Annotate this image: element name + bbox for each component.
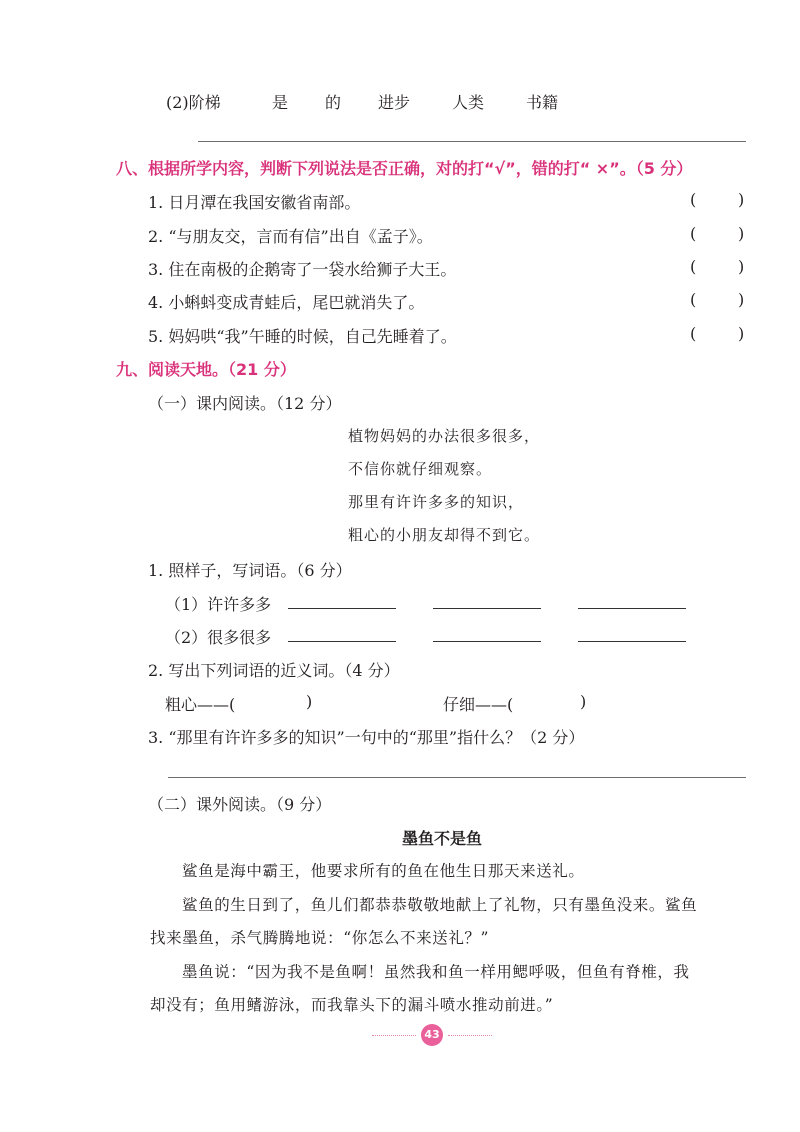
poem-line: 那里有许许多多的知识， bbox=[348, 493, 525, 511]
page-number-badge bbox=[372, 1024, 492, 1046]
question-3: 3. “那里有许许多多的知识”一句中的“那里”指什么？（2 分） bbox=[148, 728, 585, 747]
question-2: 2. 写出下列词语的近义词。（4 分） bbox=[148, 661, 400, 680]
pattern-word: （2）很多很多 bbox=[165, 628, 272, 647]
word-order-word: 书籍 bbox=[526, 93, 559, 112]
fill-blank[interactable] bbox=[433, 641, 541, 642]
story-line: 却没有；鱼用鳍游泳，而我靠头下的漏斗喷水推动前进。” bbox=[150, 996, 554, 1014]
fill-blank[interactable] bbox=[578, 608, 686, 609]
section9-heading: 九、阅读天地。（21 分） bbox=[116, 360, 296, 379]
poem-line: 植物妈妈的办法很多很多， bbox=[348, 427, 541, 445]
judge-paren-left[interactable]: ( bbox=[690, 324, 697, 343]
question-1: 1. 照样子，写词语。（6 分） bbox=[148, 561, 352, 580]
story-line: 找来墨鱼，杀气腾腾地说：“你怎么不来送礼？” bbox=[150, 929, 490, 947]
judge-paren-left[interactable]: ( bbox=[690, 190, 697, 209]
story-line: 鲨鱼的生日到了，鱼儿们都恭恭敬敬地献上了礼物，只有墨鱼没来。鲨鱼 bbox=[182, 896, 698, 914]
answer-line[interactable] bbox=[168, 777, 746, 778]
fill-blank[interactable] bbox=[288, 641, 396, 642]
judge-paren-right[interactable]: ) bbox=[738, 324, 745, 343]
word-order-word: 人类 bbox=[452, 93, 485, 112]
judge-paren-right[interactable]: ) bbox=[738, 257, 745, 276]
judge-item: 2. “与朋友交，言而有信”出自《孟子》。 bbox=[148, 227, 433, 246]
synonym-paren-close[interactable]: ) bbox=[580, 692, 587, 711]
judge-paren-right[interactable]: ) bbox=[738, 290, 745, 309]
pattern-word: （1）许许多多 bbox=[165, 595, 272, 614]
judge-item: 4. 小蝌蚪变成青蛙后，尾巴就消失了。 bbox=[148, 293, 425, 312]
story-title: 墨鱼不是鱼 bbox=[402, 829, 483, 848]
fill-blank[interactable] bbox=[288, 608, 396, 609]
in-class-reading-title: （一）课内阅读。（12 分） bbox=[148, 394, 342, 413]
word-order-prefix: (2)阶梯 bbox=[166, 93, 221, 112]
poem-line: 粗心的小朋友却得不到它。 bbox=[348, 526, 541, 544]
fill-blank[interactable] bbox=[433, 608, 541, 609]
judge-paren-right[interactable]: ) bbox=[738, 190, 745, 209]
judge-paren-left[interactable]: ( bbox=[690, 290, 697, 309]
judge-item: 1. 日月潭在我国安徽省南部。 bbox=[148, 193, 361, 212]
word-order-word: 是 bbox=[272, 93, 289, 112]
section8-heading: 八、根据所学内容，判断下列说法是否正确，对的打“√”，错的打“ ×”。（5 分） bbox=[116, 159, 693, 178]
word-order-word: 的 bbox=[325, 93, 342, 112]
synonym-prompt: 粗心——( bbox=[165, 695, 236, 714]
divider bbox=[448, 1035, 492, 1036]
word-order-word: 进步 bbox=[378, 93, 411, 112]
synonym-paren-close[interactable]: ) bbox=[306, 692, 313, 711]
answer-line[interactable] bbox=[198, 141, 746, 142]
page-number: 43 bbox=[421, 1024, 443, 1046]
judge-paren-left[interactable]: ( bbox=[690, 257, 697, 276]
divider bbox=[372, 1035, 416, 1036]
judge-item: 5. 妈妈哄“我”午睡的时候，自己先睡着了。 bbox=[148, 327, 457, 346]
extra-reading-title: （二）课外阅读。（9 分） bbox=[148, 795, 332, 814]
synonym-prompt: 仔细——( bbox=[443, 695, 514, 714]
judge-paren-right[interactable]: ) bbox=[738, 224, 745, 243]
judge-item: 3. 住在南极的企鹅寄了一袋水给狮子大王。 bbox=[148, 260, 457, 279]
poem-line: 不信你就仔细观察。 bbox=[348, 460, 493, 478]
fill-blank[interactable] bbox=[578, 641, 686, 642]
story-line: 墨鱼说：“因为我不是鱼啊！虽然我和鱼一样用鳃呼吸，但鱼有脊椎，我 bbox=[182, 963, 690, 981]
judge-paren-left[interactable]: ( bbox=[690, 224, 697, 243]
story-line: 鲨鱼是海中霸王，他要求所有的鱼在他生日那天来送礼。 bbox=[182, 862, 585, 880]
